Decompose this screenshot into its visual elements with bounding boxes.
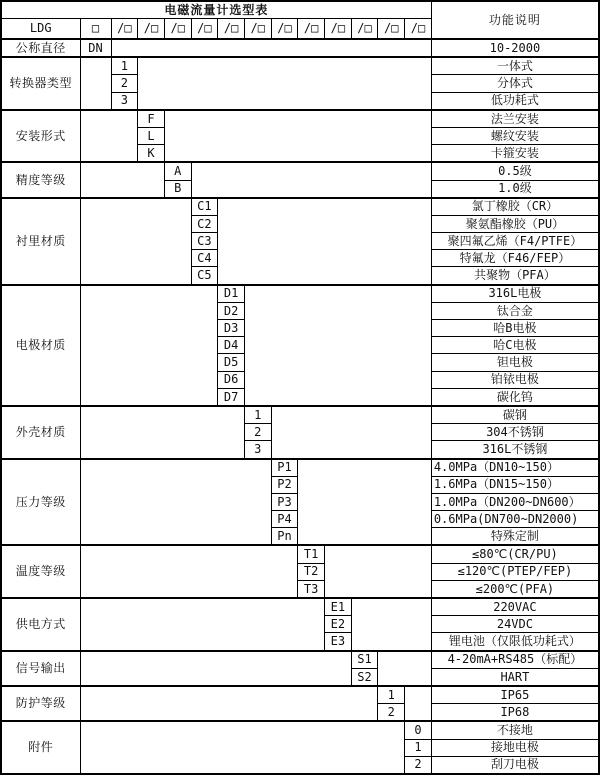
model-slot-placeholder-icon: /□ <box>378 19 405 40</box>
function-desc-cell: IP65 <box>431 686 599 704</box>
function-desc-cell: 不接地 <box>431 721 599 739</box>
function-desc-cell: HART <box>431 668 599 686</box>
function-desc-cell: 1.0级 <box>431 180 599 198</box>
code-cell: D4 <box>218 337 245 354</box>
blank-cell <box>271 406 431 459</box>
model-slot-placeholder-icon: /□ <box>351 19 378 40</box>
model-slot-placeholder-icon: /□ <box>164 19 191 40</box>
category-label: 外壳材质 <box>1 406 80 459</box>
model-slot-placeholder-icon: /□ <box>271 19 298 40</box>
blank-cell <box>218 198 432 285</box>
function-desc-cell: ≤80℃(CR/PU) <box>431 545 599 563</box>
blank-cell <box>111 39 431 57</box>
code-cell: L <box>138 127 165 144</box>
category-label: 转换器类型 <box>1 57 80 110</box>
blank-cell <box>80 406 244 459</box>
code-cell: 1 <box>378 686 405 704</box>
function-desc-cell: 碳钢 <box>431 406 599 424</box>
function-desc-cell: 4.0MPa（DN10~150） <box>431 459 599 477</box>
model-slot-placeholder-icon: /□ <box>218 19 245 40</box>
code-cell: P3 <box>271 493 298 510</box>
model-slot-placeholder-icon: /□ <box>244 19 271 40</box>
function-desc-cell: 一体式 <box>431 57 599 75</box>
blank-cell <box>80 57 111 110</box>
blank-cell <box>325 545 432 598</box>
function-desc-cell: 特殊定制 <box>431 528 599 546</box>
code-cell: S1 <box>351 651 378 669</box>
category-label: 压力等级 <box>1 459 80 546</box>
function-desc-cell: ≤120℃(PTEP/FEP) <box>431 563 599 580</box>
blank-cell <box>191 162 431 197</box>
code-cell: B <box>164 180 191 198</box>
code-cell: 1 <box>111 57 138 75</box>
function-desc-cell: 氯丁橡胶（CR） <box>431 198 599 216</box>
blank-cell <box>80 545 298 598</box>
function-desc-cell: 共聚物（PFA） <box>431 267 599 285</box>
function-desc-cell: 220VAC <box>431 598 599 616</box>
blank-cell <box>298 459 432 546</box>
function-desc-cell: 聚氨酯橡胶（PU） <box>431 215 599 232</box>
function-desc-cell: 1.0MPa（DN200~DN600） <box>431 493 599 510</box>
model-slot-placeholder-icon: /□ <box>298 19 325 40</box>
blank-cell <box>80 598 325 651</box>
function-desc-cell: 接地电极 <box>431 739 599 756</box>
code-cell: 0 <box>405 721 432 739</box>
function-desc-cell: 卡箍安装 <box>431 145 599 163</box>
model-slot-placeholder-icon: /□ <box>405 19 432 40</box>
code-cell: F <box>138 110 165 128</box>
blank-cell <box>80 721 405 774</box>
code-cell: D3 <box>218 320 245 337</box>
model-slot-placeholder-icon: /□ <box>325 19 352 40</box>
code-cell: E1 <box>325 598 352 616</box>
code-cell: P1 <box>271 459 298 477</box>
function-desc-cell: 特氟龙（F46/FEP） <box>431 250 599 267</box>
code-cell: 2 <box>405 756 432 774</box>
code-cell: 3 <box>111 92 138 110</box>
code-cell: 2 <box>244 424 271 441</box>
model-box-placeholder-icon: □ <box>80 19 111 40</box>
function-desc-cell: 法兰安装 <box>431 110 599 128</box>
category-label: 防护等级 <box>1 686 80 721</box>
code-cell: C1 <box>191 198 218 216</box>
code-cell: K <box>138 145 165 163</box>
code-cell: 3 <box>244 441 271 459</box>
code-cell: P4 <box>271 511 298 528</box>
function-desc-cell: 0.6MPa(DN700~DN2000) <box>431 511 599 528</box>
code-cell: 1 <box>405 739 432 756</box>
code-cell: A <box>164 162 191 180</box>
code-cell: C2 <box>191 215 218 232</box>
code-cell: S2 <box>351 668 378 686</box>
function-desc-cell: ≤200℃(PFA) <box>431 580 599 598</box>
function-desc-cell: 24VDC <box>431 616 599 633</box>
category-label: 供电方式 <box>1 598 80 651</box>
category-label: 衬里材质 <box>1 198 80 285</box>
blank-cell <box>80 285 218 406</box>
function-desc-cell: 316L不锈钢 <box>431 441 599 459</box>
blank-cell <box>80 459 271 546</box>
code-cell: E3 <box>325 633 352 651</box>
code-cell: D6 <box>218 371 245 388</box>
table-title: 电磁流量计选型表 <box>1 1 431 19</box>
function-desc-cell: 304不锈钢 <box>431 424 599 441</box>
code-cell: 2 <box>111 75 138 92</box>
model-slot-placeholder-icon: /□ <box>111 19 138 40</box>
code-cell: D1 <box>218 285 245 303</box>
category-label: 安装形式 <box>1 110 80 163</box>
function-desc-cell: 聚四氟乙烯（F4/PTFE） <box>431 233 599 250</box>
function-desc-cell: 0.5级 <box>431 162 599 180</box>
code-cell: D7 <box>218 388 245 406</box>
blank-cell <box>244 285 431 406</box>
code-cell: Pn <box>271 528 298 546</box>
category-label: 公称直径 <box>1 39 80 57</box>
function-desc-cell: 低功耗式 <box>431 92 599 110</box>
category-label: 电极材质 <box>1 285 80 406</box>
category-label: 精度等级 <box>1 162 80 197</box>
blank-cell <box>80 651 351 686</box>
function-desc-cell: 10-2000 <box>431 39 599 57</box>
code-cell: T1 <box>298 545 325 563</box>
model-slot-placeholder-icon: /□ <box>138 19 165 40</box>
blank-cell <box>405 686 432 721</box>
code-cell: D2 <box>218 302 245 319</box>
model-slot-placeholder-icon: /□ <box>191 19 218 40</box>
blank-cell <box>351 598 431 651</box>
category-label: 附件 <box>1 721 80 774</box>
function-desc-cell: 钛合金 <box>431 302 599 319</box>
function-desc-cell: 铂铱电极 <box>431 371 599 388</box>
blank-cell <box>378 651 431 686</box>
function-desc-cell: 1.6MPa（DN15~150） <box>431 476 599 493</box>
function-desc-cell: 锂电池（仅限低功耗式） <box>431 633 599 651</box>
model-code: LDG <box>1 19 80 40</box>
function-desc-cell: 分体式 <box>431 75 599 92</box>
code-cell: C5 <box>191 267 218 285</box>
blank-cell <box>164 110 431 163</box>
function-desc-cell: IP68 <box>431 704 599 722</box>
blank-cell <box>138 57 432 110</box>
blank-cell <box>80 686 378 721</box>
code-cell: 1 <box>244 406 271 424</box>
function-desc-cell: 碳化钨 <box>431 388 599 406</box>
blank-cell <box>80 162 164 197</box>
category-label: 信号输出 <box>1 651 80 686</box>
blank-cell <box>80 110 138 163</box>
function-desc-cell: 4-20mA+RS485（标配） <box>431 651 599 669</box>
function-desc-cell: 螺纹安装 <box>431 127 599 144</box>
function-desc-cell: 钽电极 <box>431 354 599 371</box>
code-cell: T2 <box>298 563 325 580</box>
code-cell: C3 <box>191 233 218 250</box>
blank-cell <box>80 198 191 285</box>
function-desc-cell: 刮刀电极 <box>431 756 599 774</box>
function-column-header: 功能说明 <box>431 1 599 39</box>
code-cell: C4 <box>191 250 218 267</box>
function-desc-cell: 哈B电极 <box>431 320 599 337</box>
code-cell: DN <box>80 39 111 57</box>
category-label: 温度等级 <box>1 545 80 598</box>
function-desc-cell: 哈C电极 <box>431 337 599 354</box>
code-cell: T3 <box>298 580 325 598</box>
code-cell: D5 <box>218 354 245 371</box>
code-cell: E2 <box>325 616 352 633</box>
code-cell: P2 <box>271 476 298 493</box>
code-cell: 2 <box>378 704 405 722</box>
function-desc-cell: 316L电极 <box>431 285 599 303</box>
